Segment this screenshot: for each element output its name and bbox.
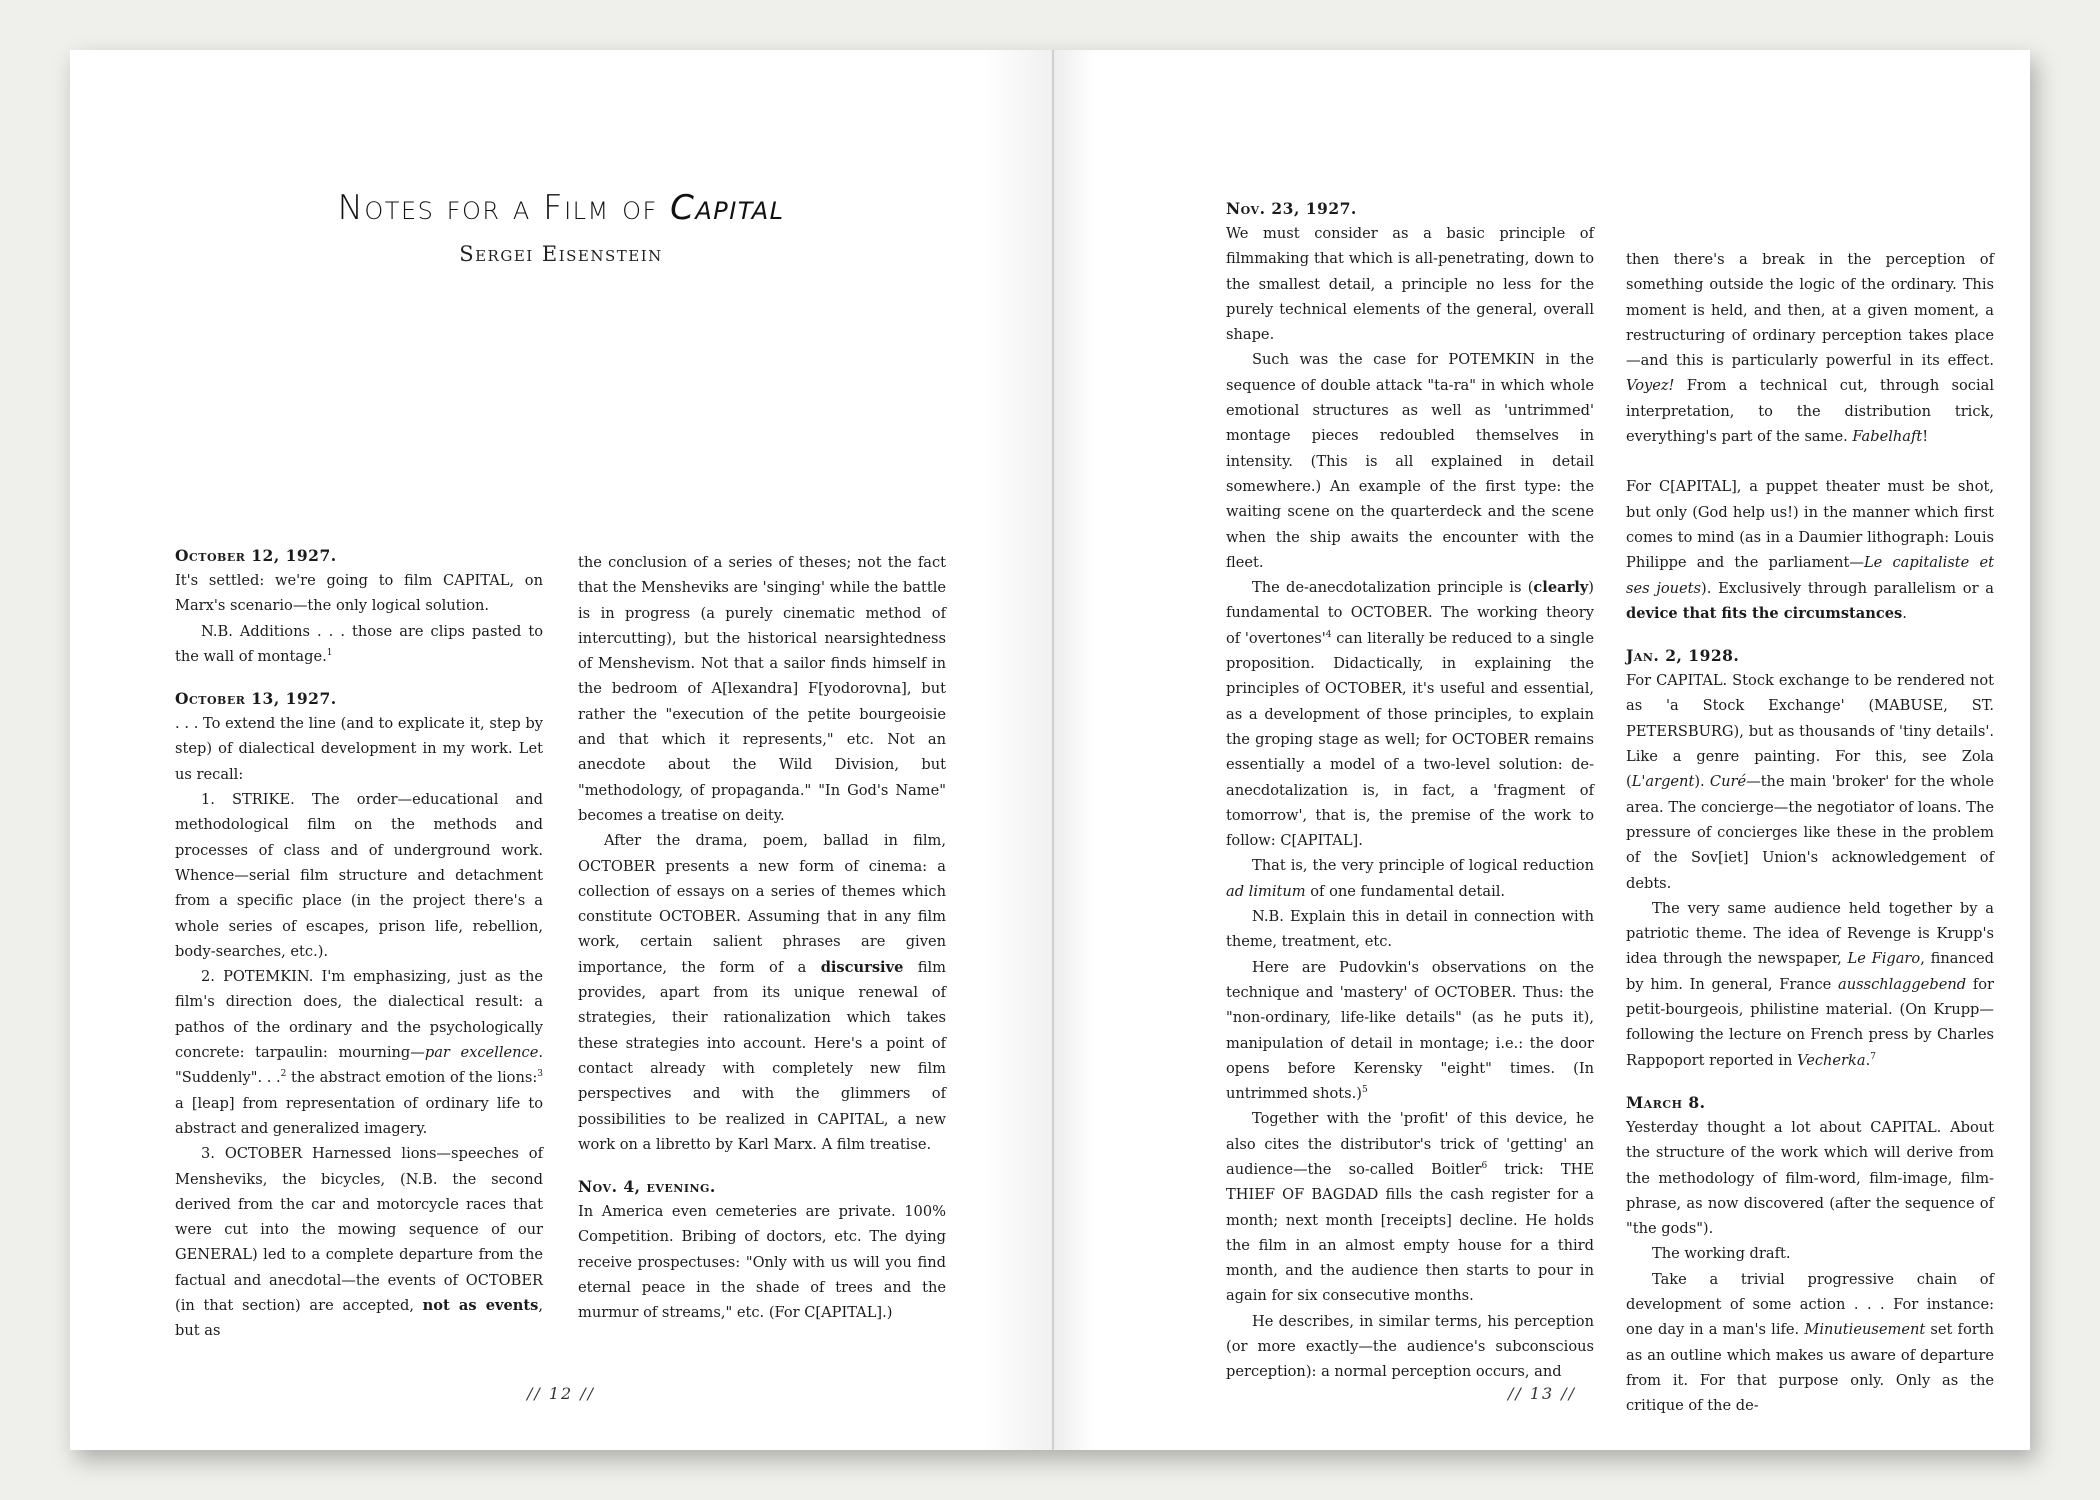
entry-date-oct-13: October 13, 1927. [175, 689, 337, 709]
entry-date-march-8: March 8. [1626, 1092, 1706, 1112]
article-author: Sergei Eisenstein [459, 242, 663, 266]
paragraph: . . . To extend the line (and to explicate it, step by step) of dialectical development in my work. Let us recall: [175, 715, 543, 783]
entry-date-nov-4: Nov. 4, evening. [578, 1177, 716, 1197]
left-page [70, 50, 1052, 1450]
paragraph: Take a trivial progressive chain of development of some action . . . For instance: one day in a man's life. Minutieusement set forth as an outline which makes us aware of departure from it. For that purpose only. Only as the critique of the de- [1626, 1270, 1994, 1415]
right-column-2 [1626, 247, 1994, 1418]
title-block [70, 188, 1052, 266]
paragraph: The de-anecdotalization principle is (clearly) fundamental to OCTOBER. The working theory of '$overtones'^4$ can literally be reduced to a single proposition. Didactically, in explaining the principles of OCTOBER, it's useful and essential, as a development of those principles, to explain the groping stage as well; for OCTOBER remains essentially a model of a two-level solution: de-anecdotalization is, in fact, a 'fragment of tomorrow', that is, the premise of the work to follow: C[APITAL]. [1226, 579, 1594, 850]
paragraph: The very same audience held together by a patriotic theme. The idea of Revenge is Krupp's idea through the newspaper, Le Figaro, financed by him. In general, France ausschlaggebend for petit-bourgeois, philistine material. (On Krupp—following the lecture on French press by Charles Rappoport reported in Vecherka.$^7$ [1626, 899, 1995, 1069]
page-number: // 13 // [1507, 1384, 1577, 1403]
paragraph: 2. POTEMKIN. I'm emphasizing, just as the film's direction does, the dialectical result: a pathos of the ordinary and the psychologically concrete: tarpaulin: mourning—par excellence. "Suddenly". . .$^2$ the abstract emotion of the lions:$^3$ a [leap] from representation of ordinary life to abstract and generalized imagery. [175, 968, 543, 1137]
page-number: // 12 // [526, 1384, 596, 1403]
entry-date-nov-23: Nov. 23, 1927. [1226, 199, 1357, 218]
paragraph: the conclusion of a series of theses; not the fact that the Mensheviks are 'singing' while the battle is in progress (a purely cinematic method of intercutting), but the historical nearsightedness of Menshevism. Not that a sailor finds himself in the bedroom of A[lexandra] F[yodorovna], but rather the "execution of the petite bourgeoisie and that which it represents," etc. Not an anecdote about the Wild Division, but "methodology, of propaganda." "In God's Name" becomes a treatise on deity. [578, 554, 946, 824]
paragraph: Here are Pudovkin's observations on the technique and 'mastery' of OCTOBER. Thus: the "non-ordinary, life-like details" (as he puts it), manipulation of detail in montage; i.e.: the door opens before Kerensky "eight" times. (In untrimmed shots.)$^5$ [1226, 958, 1594, 1103]
book-spread [70, 50, 2030, 1450]
entry-date-oct-12: October 12, 1927. [175, 546, 337, 565]
left-column-1 [175, 543, 543, 1344]
paragraph: Together with the 'profit' of this device, he also cites the distributor's trick of 'getting' an audience—the so-called Boitler$^6$ trick: THE THIEF OF BAGDAD fills the cash register for a month; next month [receipts] decline. He holds the film in an almost empty house for a third month, and the audience then starts to pour in again for six consecutive months. [1226, 1110, 1594, 1305]
paragraph: In America even cemeteries are private. 100% Competition. Bribing of doctors, etc. The dying receive prospectuses: "Only with us will you find eternal peace in the shade of trees and the murmur of streams," etc. (For C[APITAL].) [578, 1203, 946, 1322]
paragraph: He describes, in similar terms, his perception (or more exactly—the audience's subconscious perception): a normal perception occurs, and [1226, 1312, 1594, 1381]
paragraph: After the drama, poem, ballad in film, OCTOBER presents a new form of cinema: a collection of essays on a series of themes which constitute OCTOBER. Assuming that in any film work, certain salient phrases are given importance, the form of a discursive film provides, apart from its unique renewal of strategies, their rationalization which takes these strategies into account. Here's a point of contact already with completely new film perspectives and with the glimmers of possibilities to be realized in CAPITAL, a new work on a libretto by Karl Marx. A film treatise. [578, 832, 946, 1153]
right-column-1 [1226, 196, 1594, 1385]
paragraph: N.B. Additions . . . those are clips pasted to the wall of montage.$^1$ [175, 622, 543, 665]
entry-date-jan-2: Jan. 2, 1928. [1626, 646, 1740, 666]
paragraph: For CAPITAL. Stock exchange to be rendered not as 'a Stock Exchange' (MABUSE, ST. PETERSBURG), but as thousands of 'tiny details'. Like a genre painting. For this, see Zola (L'argent). Curé—the main 'broker' for the whole area. The concierge—the negotiator of loans. The pressure of concierges like these in the problem of the Sov[iet] Union's acknowledgement of debts. [1626, 672, 1994, 892]
paragraph: Such was the case for POTEMKIN in the sequence of double attack "ta-ra" in which whole emotional structures as well as 'untrimmed' montage pieces redoubled themselves in intensity. (This is all explained in detail somewhere.) An example of the first type: the waiting scene on the quarterdeck and the scene when the ship awaits the encounter with the fleet. [1226, 351, 1594, 571]
paragraph: 1. STRIKE. The order—educational and methodological film on the methods and processes of class and of underground work. Whence—serial film structure and detachment from a specific place (in the project there's a whole series of escapes, prison life, rebellion, body-searches, etc.). [175, 791, 543, 960]
article-title: Notes for a Film of Capital [337, 188, 785, 228]
paragraph: It's settled: we're going to film CAPITAL, on Marx's scenario—the only logical solution. [175, 572, 543, 615]
paragraph: 3. OCTOBER Harnessed lions—speeches of Mensheviks, the bicycles, (N.B. the second derived from the car and motorcycle races that were cut into the mowing sequence of our GENERAL) led to a complete departure from the factual and anecdotal—the events of OCTOBER (in that section) are accepted, not as events, but as [175, 1145, 543, 1340]
paragraph: The working draft. [1652, 1245, 1791, 1263]
left-column-2 [578, 550, 946, 1326]
paragraph: Yesterday thought a lot about CAPITAL. About the structure of the work which will derive from the methodology of film-word, film-image, film-phrase, as now discovered (after the sequence of "the gods"). [1626, 1118, 1994, 1238]
paragraph: then there's a break in the perception of something outside the logic of the ordinary. This moment is held, and then, at a given moment, a restructuring of ordinary perception takes place—and this is particularly powerful in its effect. Voyez! From a technical cut, through social interpretation, to the distribution trick, everything's part of the same. Fabelhaft! [1626, 251, 1994, 446]
paragraph: That is, the very principle of logical reduction ad limitum of one fundamental detail. [1226, 857, 1594, 900]
paragraph: N.B. Explain this in detail in connection with theme, treatment, etc. [1226, 908, 1594, 951]
paragraph: For C[APITAL], a puppet theater must be shot, but only (God help us!) in the manner which first comes to mind (as in a Daumier lithograph: Louis Philippe and the parliament—Le capitaliste et ses jouets). Exclusively through parallelism or a device that fits the circumstances. [1626, 478, 1995, 622]
right-page [1054, 50, 2030, 1450]
paragraph: We must consider as a basic principle of filmmaking that which is all-penetrating, down to the smallest detail, a principle no less for the purely technical elements of the general, overall shape. [1226, 225, 1594, 344]
